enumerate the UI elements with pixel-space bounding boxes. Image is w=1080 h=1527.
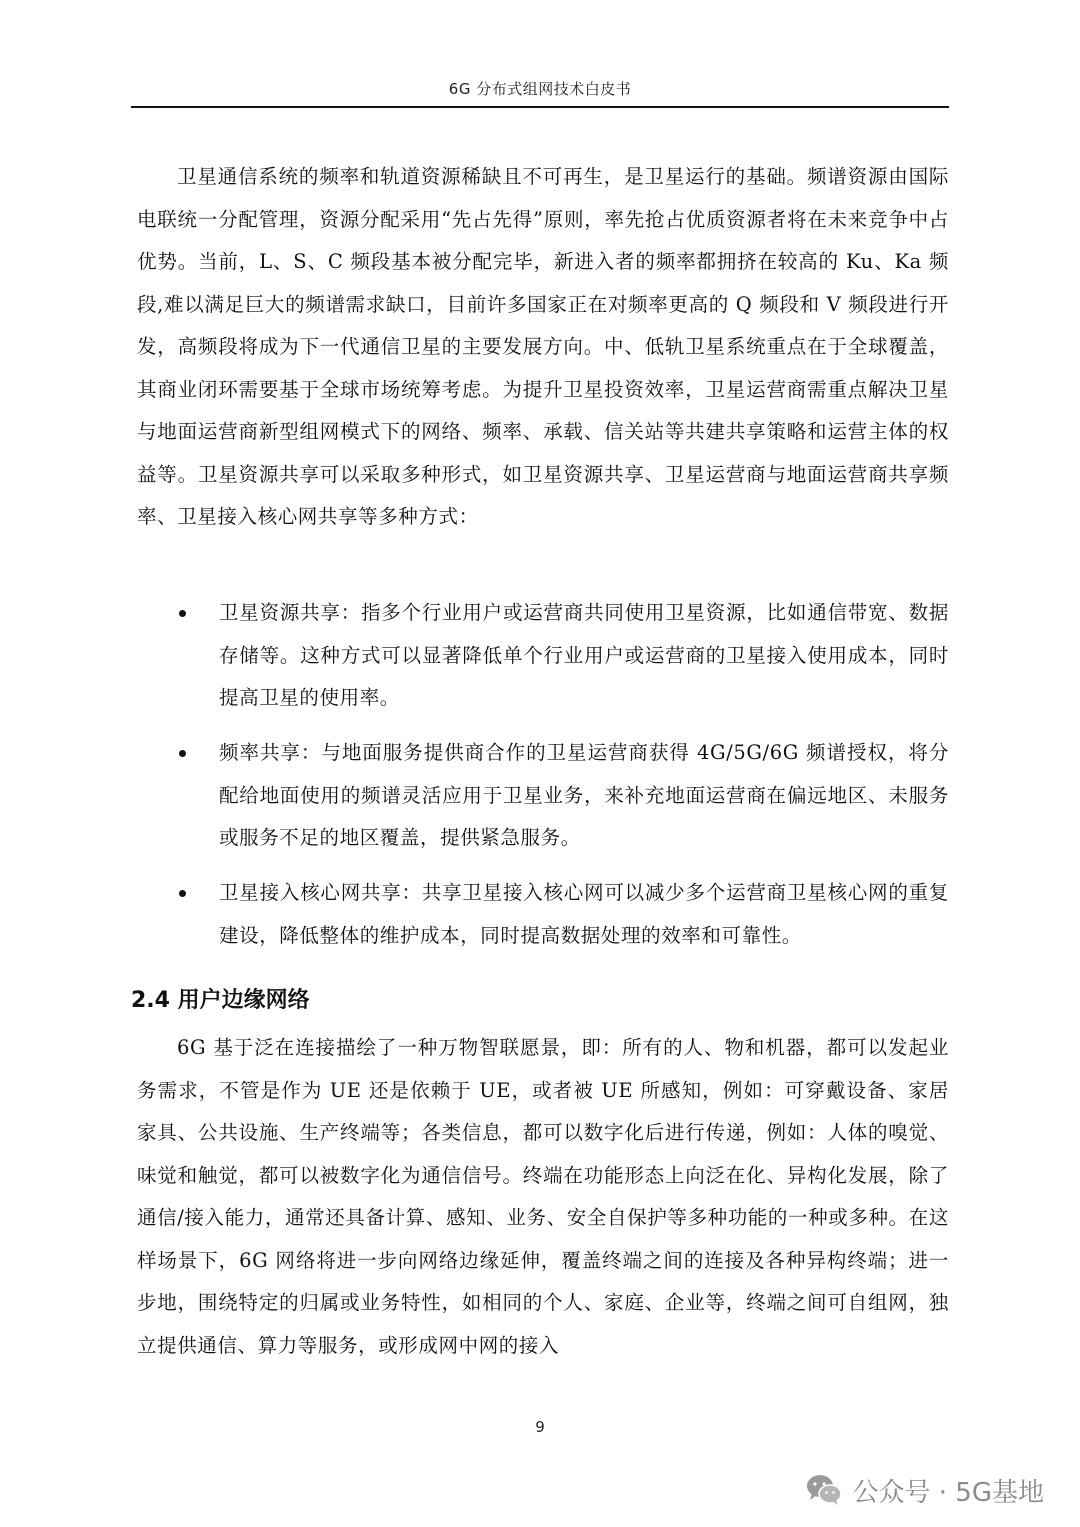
bullet-list-item-1 [177,592,949,720]
page-header-title: 6G 分布式组网技术白皮书 [448,80,632,98]
list-item [177,592,949,720]
bullet-text: 频率共享：与地面服务提供商合作的卫星运营商获得 4G/5G/6G 频谱授权，将分配给地面使用的频谱灵活应用于卫星业务，来补充地面运营商在偏远地区、未服务或服务不足的地区覆盖，提供紧急服务。 [219,741,949,849]
watermark-text: 公众号 · 5G基地 [852,1477,1044,1508]
header-divider [131,106,949,108]
bullet-list-item-3 [177,872,949,957]
bullet-text: 卫星接入核心网共享：共享卫星接入核心网可以减少多个运营商卫星核心网的重复建设，降低整体的维护成本，同时提高数据处理的效率和可靠性。 [219,881,949,947]
bullet-icon [179,610,186,617]
bullet-icon [179,750,186,757]
bullet-list-item-2 [177,732,949,860]
page-number: 9 [535,1418,545,1436]
intro-paragraph: 卫星通信系统的频率和轨道资源稀缺且不可再生，是卫星运行的基础。频谱资源由国际电联统一分配管理，资源分配采用“先占先得”原则，率先抢占优质资源者将在未来竞争中占优势。当前，L、S、C 频段基本被分配完毕，新进入者的频率都拥挤在较高的 Ku、Ka 频段,难以满足巨大的频谱需求缺口，目前许多国家正在对频率更高的 Q 频段和 V 频段进行开发，高频段将成为下一代通信卫星的主要发展方向。中、低轨卫星系统重点在于全球覆盖，其商业闭环需要基于全球市场统筹考虑。为提升卫星投资效率，卫星运营商需重点解决卫星与地面运营商新型组网模式下的网络、频率、承载、信关站等共建共享策略和运营主体的权益等。卫星资源共享可以采取多种形式，如卫星资源共享、卫星运营商与地面运营商共享频率、卫星接入核心网共享等多种方式： [137,165,949,528]
bullet-text: 卫星资源共享：指多个行业用户或运营商共同使用卫星资源，比如通信带宽、数据存储等。这种方式可以显著降低单个行业用户或运营商的卫星接入使用成本，同时提高卫星的使用率。 [219,601,949,709]
bullet-icon [179,890,186,897]
section-paragraph: 6G 基于泛在连接描绘了一种万物智联愿景，即：所有的人、物和机器，都可以发起业务需求，不管是作为 UE 还是依赖于 UE，或者被 UE 所感知，例如：可穿戴设备、家居家具、公共设施、生产终端等；各类信息，都可以数字化后进行传递，例如：人体的嗅觉、味觉和触觉，都可以被数字化为通信信号。终端在功能形态上向泛在化、异构化发展，除了通信/接入能力，通常还具备计算、感知、业务、安全自保护等多种功能的一种或多种。在这样场景下，6G 网络将进一步向网络边缘延伸，覆盖终端之间的连接及各种异构终端；进一步地，围绕特定的归属或业务特性，如相同的个人、家庭、企业等，终端之间可自组网，独立提供通信、算力等服务，或形成网中网的接入 [137,1036,949,1357]
watermark [805,1470,1044,1510]
wechat-icon [805,1473,843,1507]
section-heading: 2.4 用户边缘网络 [131,988,310,1013]
list-item [177,732,949,860]
list-item [177,872,949,957]
